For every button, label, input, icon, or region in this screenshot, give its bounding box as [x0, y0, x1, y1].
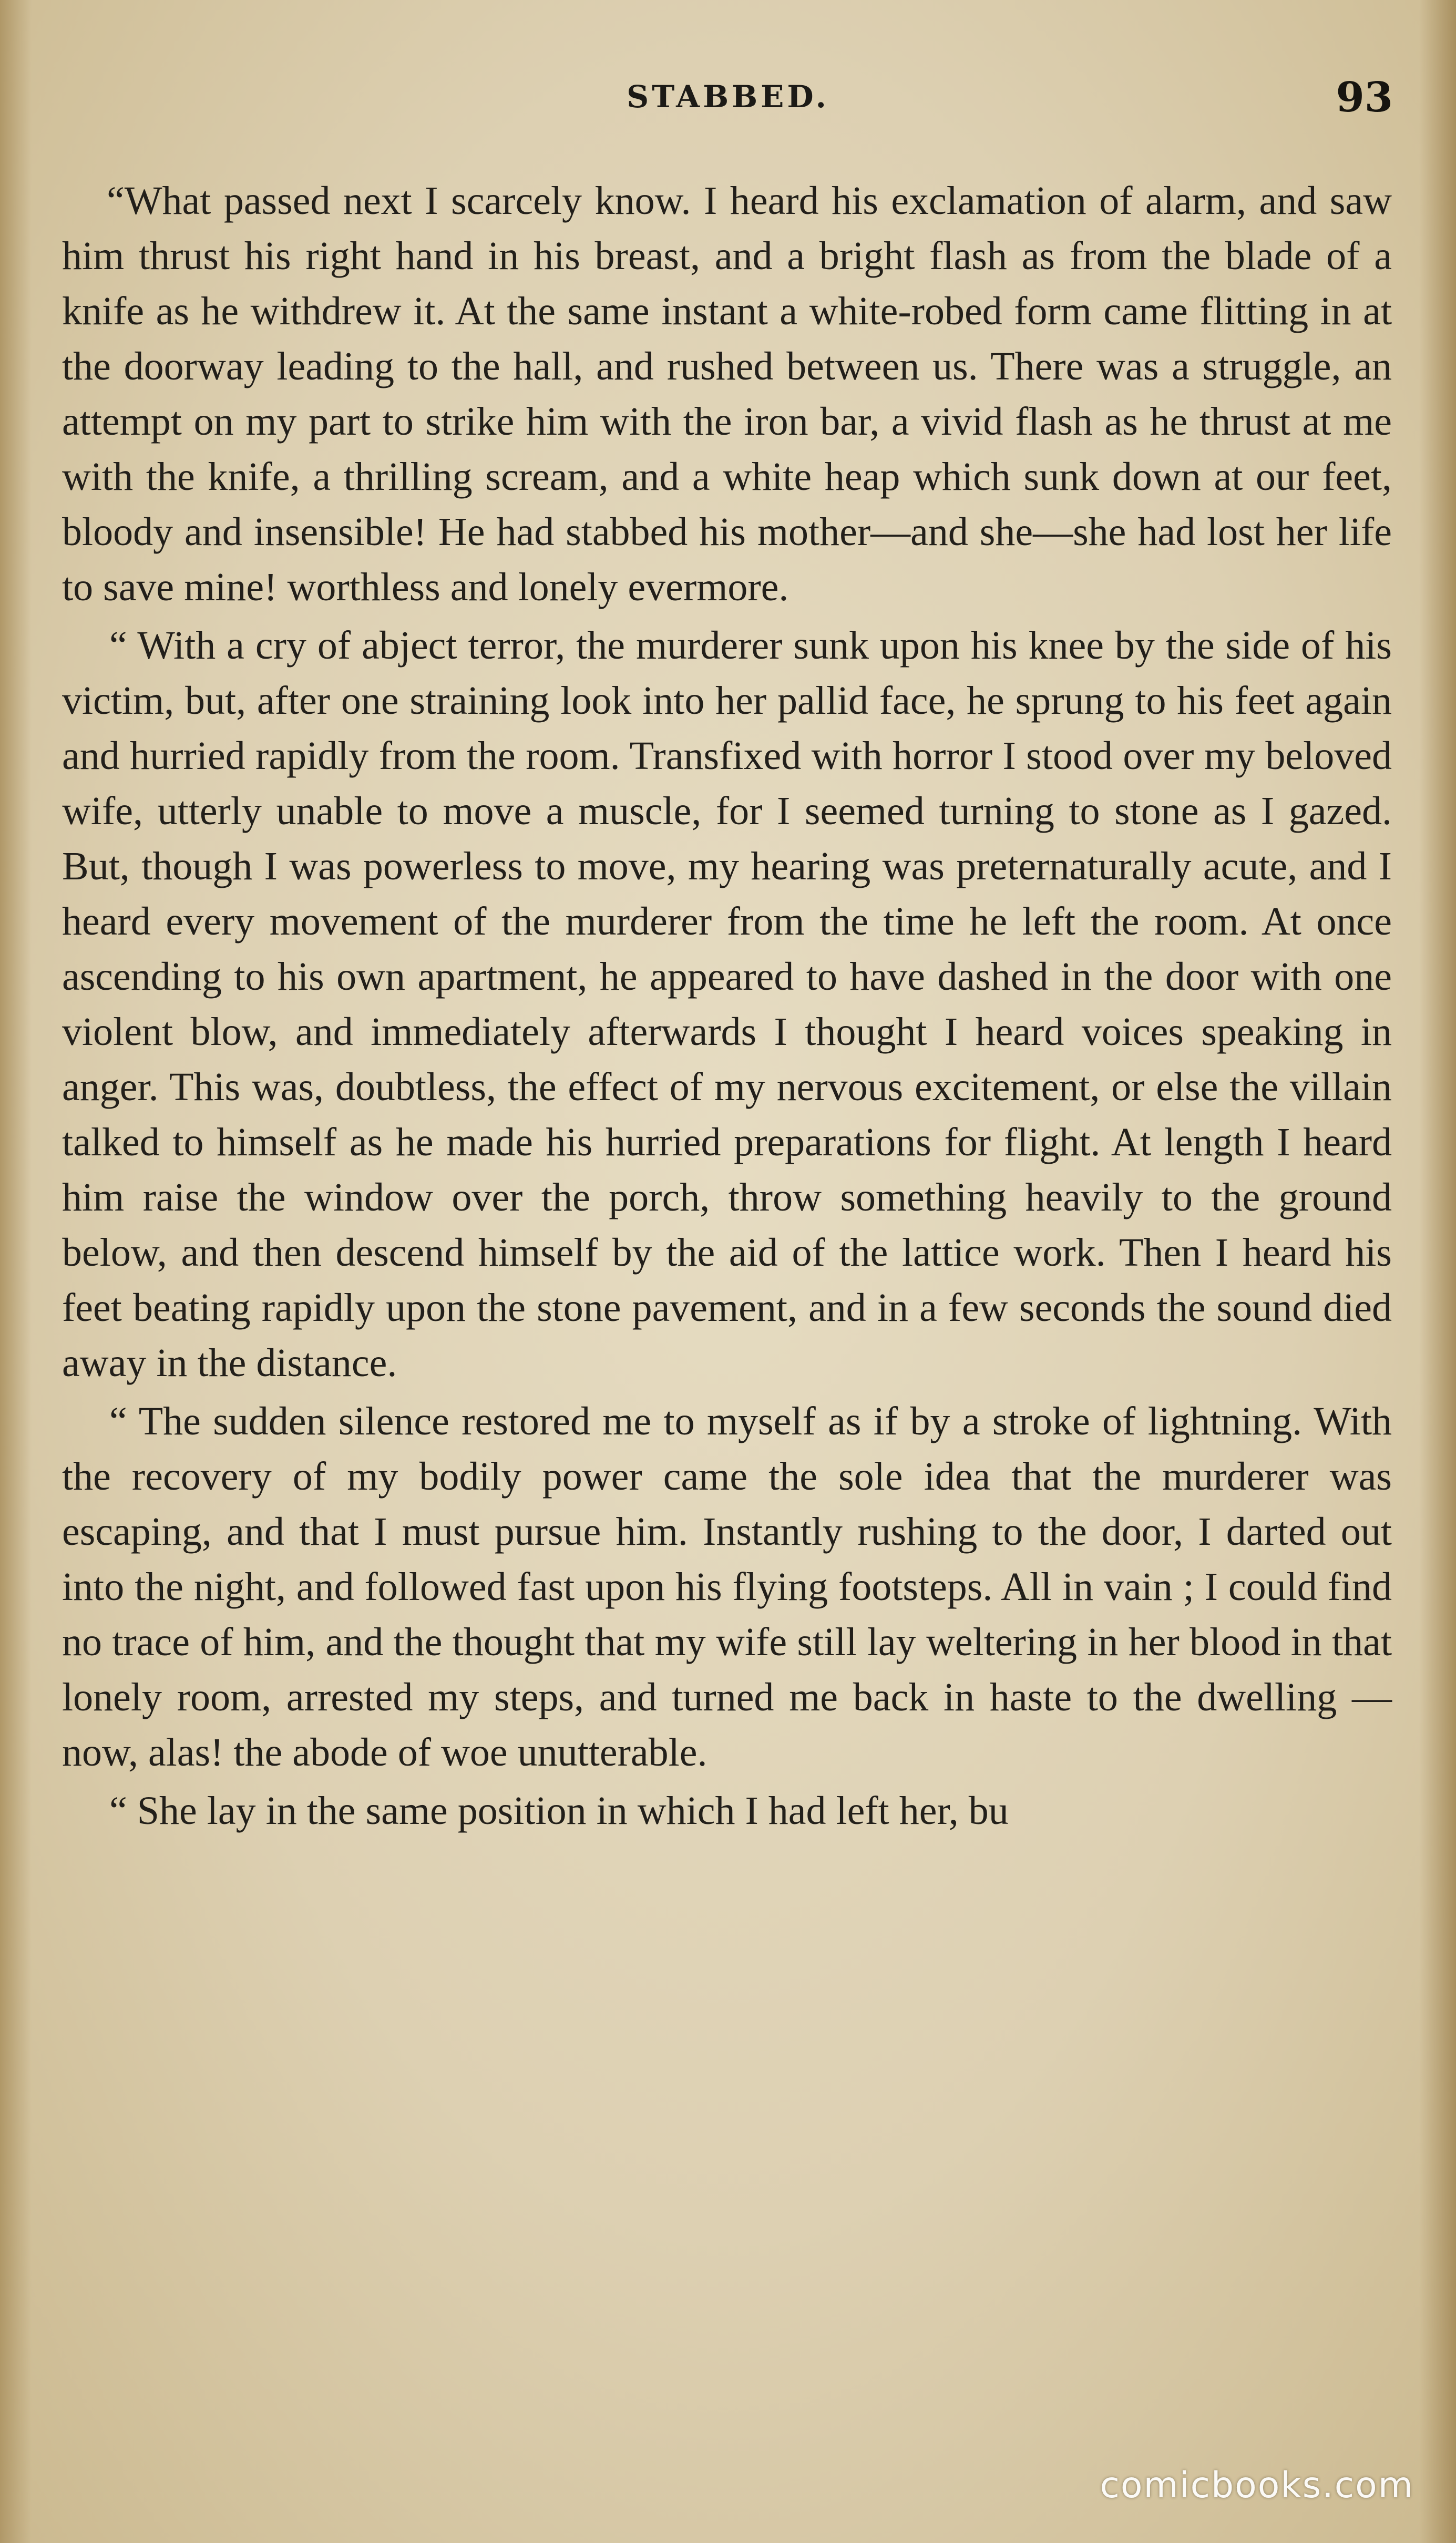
paragraph: “ The sudden silence restored me to myself as if by a stroke of lightning. With the recovery of my bodily power came the sole idea that the murderer was escaping, and that I must pursue him. Instantly rushing to the door, I darted out into the night, and followed fast upon his flying footsteps. All in vain ; I could find no trace of him, and the thought that my wife still lay weltering in her blood in that lonely room, arrested my steps, and turned me back in haste to the dwelling —now, alas! the abode of woe unutterable.: [62, 1399, 1392, 1775]
paragraph: “ With a cry of abject terror, the murderer sunk upon his knee by the side of his victim, but, after one straining look into her pallid face, he sprung to his feet again and hurried rapidly from the room. Transfixed with horror I stood over my beloved wife, utterly unable to move a muscle, for I seemed turning to stone as I gazed. But, though I was powerless to move, my hearing was preternaturally acute, and I heard every movement of the murderer from the time he left the room. At once ascending to his own apartment, he appeared to have dashed in the door with one violent blow, and immediately afterwards I thought I heard voices speaking in anger. This was, doubtless, the effect of my nervous excitement, or else the villain talked to himself as he made his hurried preparations for flight. At length I heard him raise the window over the porch, throw something heavily to the ground below, and then descend himself by the aid of the lattice work. Then I heard his feet beating rapidly upon the stone pavement, and in a few seconds the sound died away in the distance.: [62, 623, 1392, 1385]
paragraph: “ She lay in the same position in which I had left her, bu: [109, 1789, 1009, 1833]
paragraph: “What passed next I scarcely know. I heard his exclamation of alarm, and saw him thrust his right hand in his breast, and a bright flash as from the blade of a knife as he withdrew it. At the same instant a white-robed form came flitting in at the doorway leading to the hall, and rushed between us. There was a struggle, an attempt on my part to strike him with the iron bar, a vivid flash as he thrust at me with the knife, a thrilling scream, and a white heap which sunk down at our feet, bloody and insensible! He had stabbed his mother—and she—she had lost her life to save mine! worthless and lonely evermore.: [62, 179, 1392, 609]
running-head: STABBED.: [627, 79, 829, 115]
page-edge-shadow-left: [0, 0, 32, 2543]
body-text: [62, 173, 1392, 2371]
page-header: [63, 74, 1393, 137]
page-edge-shadow-right: [1419, 0, 1456, 2543]
watermark: comicbooks.com: [1100, 2465, 1414, 2506]
page-number: 93: [1336, 74, 1393, 121]
